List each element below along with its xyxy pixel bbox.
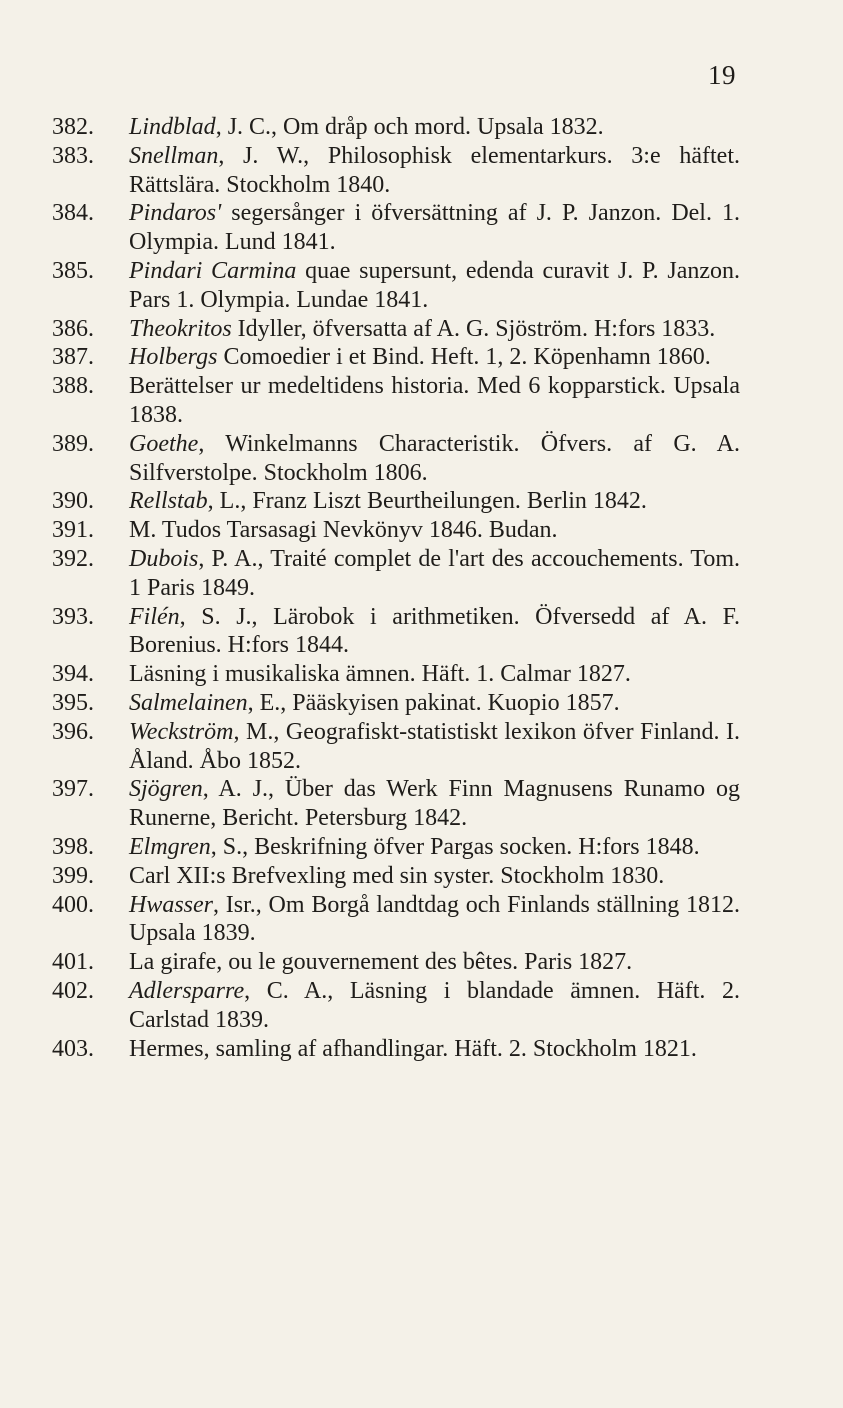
entry-description: , S. J., Lärobok i arithmetiken. Öfversedd af A. F. Borenius. H:fors 1844.	[129, 603, 740, 659]
catalog-entry-list	[52, 113, 740, 1063]
entry-text	[129, 257, 740, 315]
entry-number: 393.	[52, 603, 94, 630]
catalog-entry	[52, 343, 740, 372]
catalog-entry	[52, 487, 740, 516]
entry-author: Sjögren	[129, 776, 203, 803]
entry-text	[129, 199, 740, 257]
entry-number: 382.	[52, 114, 94, 140]
catalog-entry	[52, 516, 740, 545]
entry-number: 398.	[52, 833, 94, 860]
entry-number: 394.	[52, 661, 94, 688]
entry-text	[129, 660, 740, 689]
entry-description: , E., Pääskyisen pakinat. Kuopio 1857.	[247, 689, 620, 716]
entry-number: 385.	[52, 257, 94, 284]
catalog-entry	[52, 142, 740, 200]
entry-number: 391.	[52, 517, 94, 544]
entry-text	[129, 487, 740, 516]
entry-description: , C. A., Läsning i blandade ämnen. Häft. 2. Carlstad 1839.	[129, 977, 740, 1033]
entry-description: Berättelser ur medeltidens historia. Med 6 kopparstick. Upsala 1838.	[129, 373, 740, 428]
entry-author: Salmelainen	[129, 689, 248, 716]
entry-number: 392.	[52, 545, 94, 572]
entry-number: 383.	[52, 142, 94, 169]
entry-description: , P. A., Traité complet de l'art des accouchements. Tom. 1 Paris 1849.	[129, 545, 740, 601]
entry-text	[129, 603, 740, 661]
catalog-entry	[52, 1035, 740, 1064]
entry-text	[129, 343, 740, 372]
entry-author: Theokritos	[129, 315, 232, 342]
entry-author: Hwasser	[129, 891, 214, 918]
entry-author: Lindblad	[129, 114, 216, 140]
entry-description: , Winkelmanns Characteristik. Öfvers. af G. A. Silfverstolpe. Stockholm 1806.	[129, 430, 740, 486]
entry-text	[129, 833, 740, 862]
catalog-entry	[52, 372, 740, 430]
catalog-entry	[52, 257, 740, 315]
entry-text	[129, 545, 740, 603]
entry-number: 386.	[52, 315, 94, 342]
entry-author: Pindaros'	[129, 200, 222, 227]
entry-description: , J. C., Om dråp och mord. Upsala 1832.	[215, 114, 604, 140]
entry-text	[129, 430, 740, 488]
entry-description: Läsning i musikaliska ämnen. Häft. 1. Calmar 1827.	[129, 661, 631, 688]
catalog-entry	[52, 689, 740, 718]
entry-description: , L., Franz Liszt Beurtheilungen. Berlin 1842.	[207, 488, 647, 515]
entry-text	[129, 948, 740, 977]
entry-number: 390.	[52, 488, 94, 515]
entry-author: Goethe	[129, 430, 199, 457]
entry-description: , S., Beskrifning öfver Pargas socken. H:fors 1848.	[210, 833, 700, 860]
entry-text	[129, 977, 740, 1035]
entry-author: Weckström	[129, 718, 234, 745]
entry-description: Carl XII:s Brefvexling med sin syster. Stockholm 1830.	[129, 862, 665, 889]
catalog-entry	[52, 545, 740, 603]
entry-description: Hermes, samling af afhandlingar. Häft. 2. Stockholm 1821.	[129, 1035, 697, 1062]
entry-text	[129, 1035, 740, 1064]
entry-number: 388.	[52, 373, 94, 400]
catalog-entry	[52, 718, 740, 776]
entry-number: 403.	[52, 1035, 94, 1062]
entry-text	[129, 689, 740, 718]
entry-description: , M., Geografiskt-statistiskt lexikon öfver Finland. I. Åland. Åbo 1852.	[129, 718, 740, 774]
entry-text	[129, 718, 740, 776]
entry-description: , Isr., Om Borgå landtdag och Finlands ställning 1812. Upsala 1839.	[129, 891, 740, 947]
entry-text	[129, 891, 740, 949]
catalog-entry	[52, 603, 740, 661]
entry-number: 387.	[52, 344, 94, 371]
catalog-entry	[52, 862, 740, 891]
entry-text	[129, 142, 740, 200]
entry-author: Rellstab	[129, 488, 208, 515]
entry-description: quae supersunt, edenda curavit J. P. Janzon. Pars 1. Olympia. Lundae 1841.	[129, 257, 740, 313]
entry-author: Elmgren	[129, 833, 211, 860]
entry-text	[129, 775, 740, 833]
entry-author: Pindari Carmina	[129, 257, 297, 284]
entry-number: 400.	[52, 891, 94, 918]
catalog-entry	[52, 977, 740, 1035]
entry-author: Filén	[129, 603, 180, 630]
entry-description: , A. J., Über das Werk Finn Magnusens Runamo og Runerne, Bericht. Petersburg 1842.	[129, 776, 740, 832]
entry-description: Comoedier i et Bind. Heft. 1, 2. Köpenhamn 1860.	[217, 344, 711, 371]
entry-number: 399.	[52, 862, 94, 889]
catalog-entry	[52, 113, 740, 142]
catalog-entry	[52, 775, 740, 833]
catalog-entry	[52, 660, 740, 689]
entry-description: M. Tudos Tarsasagi Nevkönyv 1846. Budan.	[129, 517, 558, 544]
catalog-entry	[52, 199, 740, 257]
entry-text	[129, 113, 740, 142]
entry-number: 384.	[52, 200, 94, 227]
entry-description: Idyller, öfversatta af A. G. Sjöström. H:fors 1833.	[231, 315, 716, 342]
entry-number: 402.	[52, 977, 94, 1004]
catalog-entry	[52, 833, 740, 862]
entry-author: Snellman	[129, 142, 219, 169]
entry-author: Holbergs	[129, 344, 218, 371]
entry-number: 389.	[52, 430, 94, 457]
catalog-entry	[52, 430, 740, 488]
catalog-entry	[52, 891, 740, 949]
entry-text	[129, 372, 740, 430]
entry-text	[129, 862, 740, 891]
entry-author: Adlersparre	[129, 977, 245, 1004]
entry-author: Dubois	[129, 545, 199, 572]
page-number: 19	[708, 60, 736, 90]
entry-description: segersånger i öfversättning af J. P. Janzon. Del. 1. Olympia. Lund 1841.	[129, 200, 740, 256]
entry-description: , J. W., Philosophisk elementarkurs. 3:e häftet. Rättslära. Stockholm 1840.	[129, 142, 740, 198]
entry-number: 396.	[52, 718, 94, 745]
catalog-entry	[52, 315, 740, 344]
entry-number: 397.	[52, 776, 94, 803]
entry-description: La girafe, ou le gouvernement des bêtes. Paris 1827.	[129, 949, 633, 976]
entry-text	[129, 315, 740, 344]
entry-text	[129, 516, 740, 545]
entry-number: 395.	[52, 689, 94, 716]
catalog-entry	[52, 948, 740, 977]
entry-number: 401.	[52, 949, 94, 976]
